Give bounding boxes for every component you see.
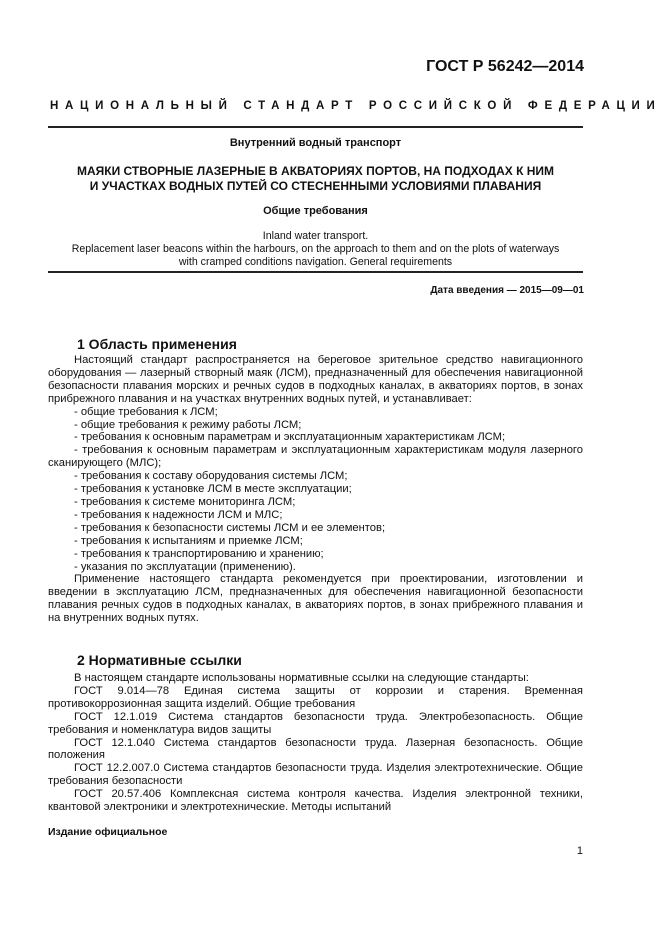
list-item: - требования к установке ЛСМ в месте эксплуатации; [74,483,352,496]
list-item: - требования к транспортированию и хранению; [74,547,324,560]
list-item: - требования к надежности ЛСМ и МЛС; [74,508,283,521]
normative-reference: ГОСТ 20.57.406 Комплексная система контроля качества. Изделия электронной техники, квантовой электроники и электротехнические. Методы испытаний [48,788,583,814]
list-item: - требования к основным параметрам и эксплуатационным характеристикам модуля лазерного сканирующего (МЛС); [48,444,583,470]
section-1-body [48,354,583,625]
section-1-intro: Настоящий стандарт распространяется на береговое зрительное средство навигационного оборудования — лазерный створный маяк (ЛСМ), предназначенный для обеспечения навигационной безопасности плавания морских и речных судов в подходных каналах, в акваториях портов, в зонах прибрежного плавания и на участках внутренних водных путей, и устанавливает: [48,354,583,405]
section-1-application: Применение настоящего стандарта рекомендуется при проектировании, изготовлении и введении в эксплуатацию ЛСМ, предназначенных для обеспечения навигационной безопасности плавания речных судов в подходных каналах, в акваториях портов, в зонах прибрежного плавания и на внутренних водных путях. [48,573,583,625]
document-subtitle: Внутренний водный транспорт [229,137,402,149]
list-item: - требования к безопасности системы ЛСМ и ее элементов; [74,521,386,534]
header-rule [48,126,583,128]
normative-reference: ГОСТ 12.1.040 Система стандартов безопасности труда. Лазерная безопасность. Общие положения [48,736,583,762]
list-item: - требования к основным параметрам и эксплуатационным характеристикам ЛСМ; [74,431,506,444]
section-2-body [48,672,583,814]
section-2-intro: В настоящем стандарте использованы нормативные ссылки на следующие стандарты: [74,672,529,684]
general-requirements-label: Общие требования [263,205,368,217]
english-line-2: Replacement laser beacons within the harbours, on the approach to them and on the plots of waterways [71,243,560,256]
english-line-3: with cramped conditions navigation. General requirements [178,256,453,269]
official-edition-label: Издание официальное [48,826,168,838]
standard-code: ГОСТ Р 56242—2014 [426,58,584,75]
section-1-heading: 1 Область применения [77,336,237,352]
list-item: - указания по эксплуатации (применению). [74,560,296,573]
normative-reference: ГОСТ 12.1.019 Система стандартов безопасности труда. Электробезопасность. Общие требования и номенклатура видов защиты [48,710,583,736]
document-title [48,164,583,194]
english-title [48,230,583,270]
list-item: - требования к системе мониторинга ЛСМ; [74,495,296,508]
introduction-date: Дата введения — 2015—09—01 [430,285,584,296]
title-line-1: МАЯКИ СТВОРНЫЕ ЛАЗЕРНЫЕ В АКВАТОРИЯХ ПОРТОВ, НА ПОДХОДАХ К НИМ [76,164,555,178]
title-rule [48,271,583,273]
list-item: - общие требования к режиму работы ЛСМ; [74,418,302,431]
list-item: - требования к составу оборудования системы ЛСМ; [74,470,348,483]
national-standard-banner: НАЦИОНАЛЬНЫЙ СТАНДАРТ РОССИЙСКОЙ ФЕДЕРАЦИИ [50,100,661,112]
page-number: 1 [576,845,583,857]
normative-reference: ГОСТ 12.2.007.0 Система стандартов безопасности труда. Изделия электротехнические. Общие требования безопасности [48,762,583,788]
list-item: - общие требования к ЛСМ; [74,405,218,418]
title-line-2: И УЧАСТКАХ ВОДНЫХ ПУТЕЙ СО СТЕСНЕННЫМИ УСЛОВИЯМИ ПЛАВАНИЯ [89,179,542,193]
list-item: - требования к испытаниям и приемке ЛСМ; [74,534,303,547]
normative-reference: ГОСТ 9.014—78 Единая система защиты от коррозии и старения. Временная противокоррозионная защита изделий. Общие требования [48,684,583,710]
section-2-heading: 2 Нормативные ссылки [77,652,242,668]
english-line-1: Inland water transport. [262,230,369,242]
